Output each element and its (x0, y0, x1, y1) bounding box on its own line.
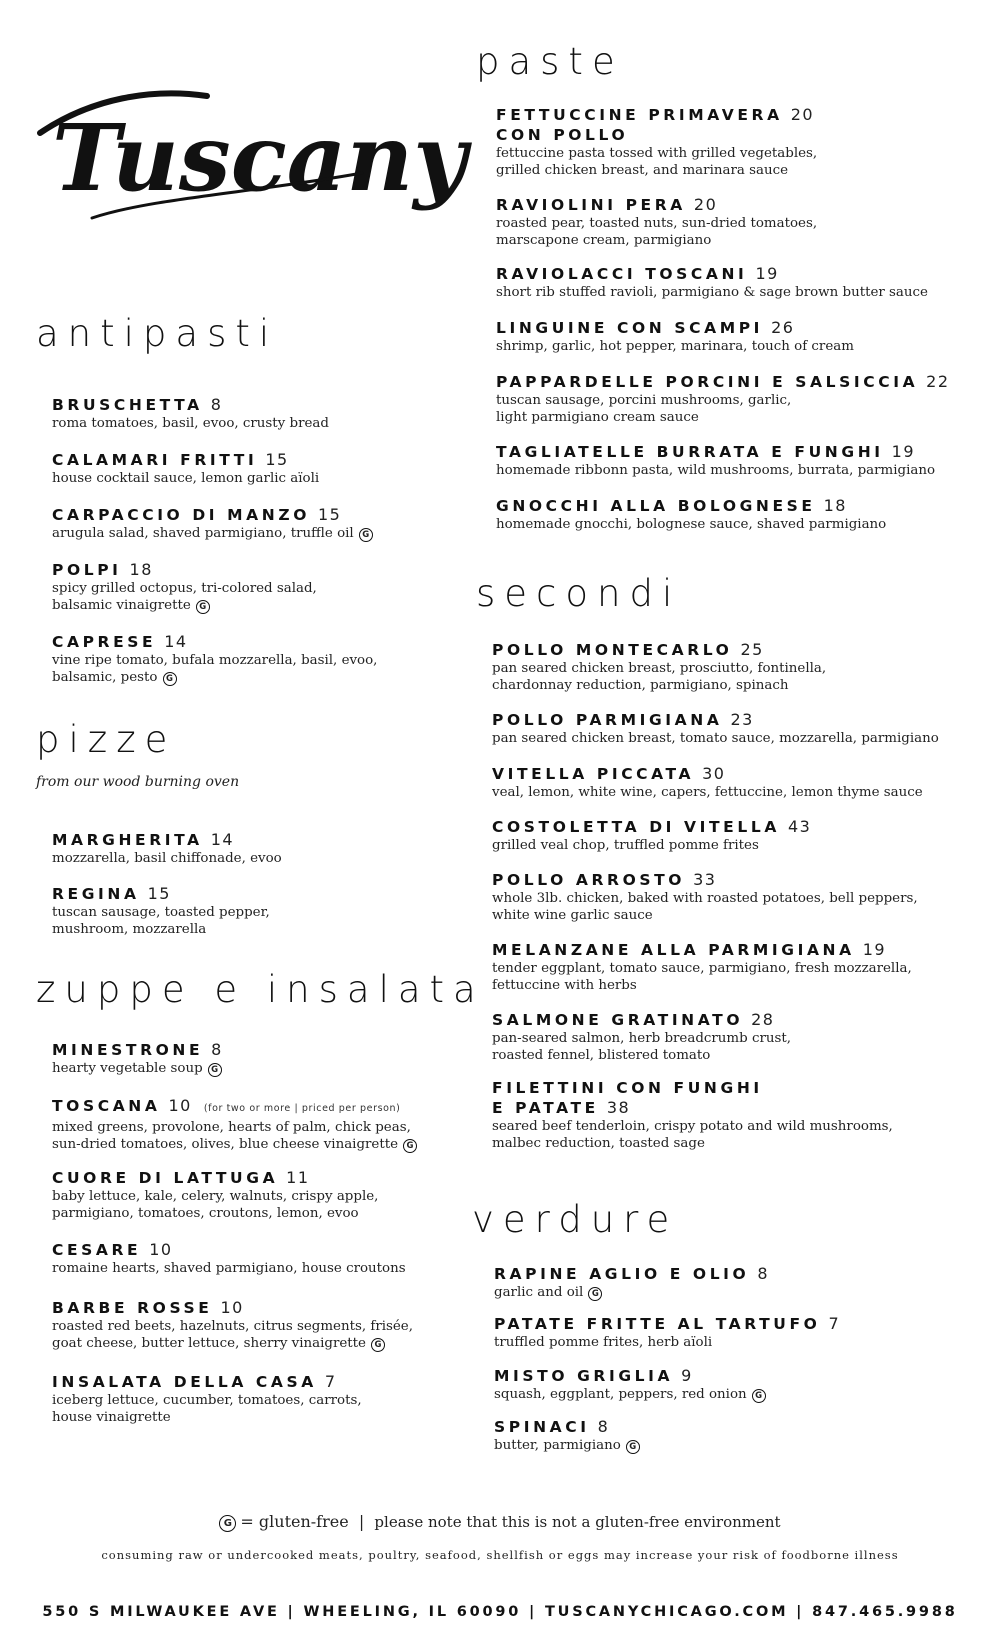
item-name-line (52, 1298, 413, 1318)
menu-item (52, 830, 282, 867)
menu-item (492, 940, 912, 994)
menu-item (494, 1417, 640, 1454)
item-price: 25 (740, 640, 764, 659)
item-description-text: homemade ribbonn pasta, wild mushrooms, burrata, parmigiano (496, 463, 936, 478)
item-description-text: homemade gnocchi, bolognese sauce, shaved parmigiano (496, 517, 887, 532)
item-description-text: garlic and oil (494, 1285, 584, 1300)
item-description (492, 907, 918, 924)
item-price: 38 (606, 1098, 631, 1117)
item-price: 11 (286, 1168, 310, 1187)
gluten-free-icon: G (208, 1063, 222, 1077)
item-description-text: arugula salad, shaved parmigiano, truffle oil (52, 526, 354, 541)
gluten-free-icon: G (219, 1515, 236, 1532)
section-title-verdure: verdure (472, 1198, 679, 1241)
logo-text: Tuscany (52, 104, 467, 212)
item-description-text: tender eggplant, tomato sauce, parmigiano, fresh mozzarella, (492, 961, 912, 976)
item-price: 20 (693, 195, 718, 214)
section-title-secondi: secondi (476, 572, 682, 615)
item-price: 7 (324, 1372, 337, 1391)
gluten-free-icon: G (163, 672, 177, 686)
menu-item (52, 1040, 223, 1077)
section-title-pizze: pizze (36, 718, 177, 761)
item-name-line-2 (496, 125, 817, 145)
menu-item (52, 1298, 413, 1352)
item-description-text: light parmigiano cream sauce (496, 410, 699, 425)
item-description-text: house vinaigrette (52, 1410, 171, 1425)
pizze-subtitle: from our wood burning oven (36, 774, 240, 790)
item-price: 20 (790, 105, 815, 124)
item-description (492, 660, 826, 677)
menu-item (52, 450, 319, 487)
menu-item (52, 505, 373, 542)
item-description-text: pan seared chicken breast, tomato sauce, mozzarella, parmigiano (492, 731, 939, 746)
item-description (492, 1135, 893, 1152)
item-description-text: fettuccine with herbs (492, 978, 637, 993)
item-description (52, 1205, 378, 1222)
item-price: 10 (220, 1298, 244, 1317)
item-description (52, 1188, 378, 1205)
item-description (52, 1335, 413, 1352)
gluten-free-legend (0, 1512, 1000, 1532)
item-price: 19 (755, 264, 779, 283)
item-description (52, 1409, 362, 1426)
item-price: 14 (210, 830, 235, 849)
item-name: MARGHERITA (52, 831, 203, 849)
item-description-text: truffled pomme frites, herb aïoli (494, 1335, 713, 1350)
item-price: 22 (926, 372, 950, 391)
item-description (52, 1136, 417, 1153)
food-safety-warning: consuming raw or undercooked meats, poultry, seafood, shellfish or eggs may increase your risk of foodborne illness (101, 1548, 899, 1562)
item-name-line (496, 496, 886, 516)
item-name: MINESTRONE (52, 1041, 204, 1059)
item-description-text: grilled chicken breast, and marinara sauce (496, 163, 788, 178)
item-description (496, 215, 817, 232)
item-description (494, 1386, 766, 1403)
item-description-text: seared beef tenderloin, crispy potato and wild mushrooms, (492, 1119, 893, 1134)
item-name-line (496, 442, 935, 462)
item-description (494, 1284, 769, 1301)
item-description (492, 960, 912, 977)
item-description-text: house cocktail sauce, lemon garlic aïoli (52, 471, 320, 486)
item-description (52, 1260, 406, 1277)
item-price: 7 (828, 1314, 841, 1333)
gluten-free-icon: G (588, 1287, 602, 1301)
item-name-line (52, 395, 329, 415)
item-name: PATATE FRITTE AL TARTUFO (494, 1315, 821, 1333)
item-description (52, 1060, 223, 1077)
gluten-free-icon: G (196, 600, 210, 614)
item-name: POLLO ARROSTO (492, 871, 686, 889)
item-description-text: spicy grilled octopus, tri-colored salad, (52, 581, 317, 596)
menu-item (492, 1010, 791, 1064)
menu-item (492, 817, 811, 854)
item-price: 14 (164, 632, 188, 651)
item-note: (for two or more | priced per person) (203, 1103, 401, 1114)
legend-separator: | (358, 1512, 365, 1531)
item-description-text: shrimp, garlic, hot pepper, marinara, touch of cream (496, 339, 854, 354)
menu-item (52, 1168, 378, 1222)
menu-item (494, 1264, 769, 1301)
item-name-line (492, 1010, 791, 1030)
item-description (494, 1334, 840, 1351)
item-name: PAPPARDELLE PORCINI E SALSICCIA (496, 373, 919, 391)
menu-item (496, 442, 935, 479)
menu-item (52, 560, 317, 614)
item-name: MELANZANE ALLA PARMIGIANA (492, 941, 855, 959)
item-name-line (492, 710, 939, 730)
item-price: 8 (757, 1264, 770, 1283)
item-description (492, 730, 939, 747)
item-name: POLLO MONTECARLO (492, 641, 733, 659)
item-description-text: grilled veal chop, truffled pomme frites (492, 838, 759, 853)
tuscany-logo (32, 78, 467, 228)
menu-item (496, 318, 854, 355)
gluten-free-icon: G (403, 1139, 417, 1153)
item-name: CUORE DI LATTUGA (52, 1169, 279, 1187)
item-name-line (496, 318, 854, 338)
gluten-free-icon: G (359, 528, 373, 542)
item-description-text: sun-dried tomatoes, olives, blue cheese vinaigrette (52, 1137, 399, 1152)
item-name: FILETTINI CON FUNGHI (492, 1079, 763, 1097)
item-name: GNOCCHI ALLA BOLOGNESE (496, 497, 816, 515)
section-title-zuppe: zuppe e insalata (36, 968, 485, 1011)
item-price: 19 (891, 442, 915, 461)
item-description (496, 516, 886, 533)
item-name: TAGLIATELLE BURRATA E FUNGHI (496, 443, 884, 461)
item-description-text: parmigiano, tomatoes, croutons, lemon, evoo (52, 1206, 359, 1221)
item-description (52, 1392, 362, 1409)
item-price: 8 (597, 1417, 610, 1436)
item-description (492, 837, 811, 854)
contact-footer: 550 S MILWAUKEE AVE | WHEELING, IL 60090 | TUSCANYCHICAGO.COM | 847.465.9988 (42, 1604, 958, 1620)
menu-item (492, 640, 826, 694)
item-description (492, 1030, 791, 1047)
item-name: SPINACI (494, 1418, 590, 1436)
item-price: 23 (730, 710, 754, 729)
item-name: REGINA (52, 885, 140, 903)
item-description (492, 677, 826, 694)
item-price: 15 (147, 884, 171, 903)
menu-item (52, 1372, 362, 1426)
item-description (52, 1119, 417, 1136)
item-name-line (494, 1314, 840, 1334)
item-price: 15 (317, 505, 342, 524)
item-name-line (496, 195, 817, 215)
item-name: RAPINE AGLIO E OLIO (494, 1265, 750, 1283)
menu-item (492, 1078, 893, 1152)
item-description-text: butter, parmigiano (494, 1438, 621, 1453)
item-description-text: mixed greens, provolone, hearts of palm, chick peas, (52, 1120, 411, 1135)
item-name-line (52, 1372, 362, 1392)
item-price: 9 (681, 1366, 693, 1385)
menu-item (496, 496, 886, 533)
item-name: CESARE (52, 1241, 142, 1259)
item-name: CAPRESE (52, 633, 157, 651)
item-description-text: roma tomatoes, basil, evoo, crusty bread (52, 416, 329, 431)
item-description-text: baby lettuce, kale, celery, walnuts, crispy apple, (52, 1189, 379, 1204)
item-name: RAVIOLACCI TOSCANI (496, 265, 748, 283)
section-title-paste: paste (476, 40, 624, 83)
item-description (52, 904, 270, 921)
item-price: 15 (265, 450, 289, 469)
menu-item (52, 632, 377, 686)
item-description-text: roasted fennel, blistered tomato (492, 1048, 711, 1063)
item-description-text: balsamic, pesto (52, 670, 158, 685)
item-description (492, 1047, 791, 1064)
item-description-text: tuscan sausage, toasted pepper, (52, 905, 270, 920)
item-description-text: roasted red beets, hazelnuts, citrus segments, frisée, (52, 1319, 413, 1334)
menu-item (492, 764, 923, 801)
gluten-free-icon: G (626, 1440, 640, 1454)
item-description (494, 1437, 640, 1454)
item-price: 43 (787, 817, 812, 836)
item-description-text: pan-seared salmon, herb breadcrumb crust, (492, 1031, 791, 1046)
item-price: 8 (211, 1040, 223, 1059)
item-price: 18 (823, 496, 847, 515)
item-description (496, 338, 854, 355)
item-name: POLLO PARMIGIANA (492, 711, 723, 729)
item-name-line (496, 105, 817, 125)
item-name-line (494, 1366, 766, 1386)
item-name: BARBE ROSSE (52, 1299, 213, 1317)
menu-item (494, 1366, 766, 1403)
item-description-text: vine ripe tomato, bufala mozzarella, basil, evoo, (52, 653, 378, 668)
item-price: 28 (751, 1010, 775, 1029)
item-description-text: malbec reduction, toasted sage (492, 1136, 705, 1151)
item-description-text: goat cheese, butter lettuce, sherry vinaigrette (52, 1336, 366, 1351)
menu-item (492, 870, 918, 924)
item-description (496, 392, 950, 409)
item-price: 19 (862, 940, 887, 959)
item-description (496, 232, 817, 249)
item-price: 33 (693, 870, 717, 889)
item-description (492, 890, 918, 907)
item-description (52, 850, 282, 867)
item-price: 8 (210, 395, 223, 414)
item-description-text: squash, eggplant, peppers, red onion (494, 1387, 747, 1402)
item-description (52, 525, 373, 542)
item-name: INSALATA DELLA CASA (52, 1373, 317, 1391)
menu-item (496, 105, 817, 179)
item-description-text: roasted pear, toasted nuts, sun-dried tomatoes, (496, 216, 818, 231)
item-description-text: short rib stuffed ravioli, parmigiano & sage brown butter sauce (496, 285, 928, 300)
menu-item (52, 884, 270, 938)
item-description (52, 652, 377, 669)
item-name: MISTO GRIGLIA (494, 1367, 674, 1385)
item-name-line (494, 1417, 640, 1437)
item-name: COSTOLETTA DI VITELLA (492, 818, 780, 836)
item-name-line (52, 450, 319, 470)
item-price: 26 (771, 318, 795, 337)
gluten-free-note: please note that this is not a gluten-free environment (374, 1513, 781, 1531)
item-name-line (52, 505, 373, 525)
gluten-free-icon: G (371, 1338, 385, 1352)
item-name-line (496, 372, 950, 392)
item-description-text: mushroom, mozzarella (52, 922, 207, 937)
item-name-line (492, 764, 923, 784)
item-name: LINGUINE CON SCAMPI (496, 319, 764, 337)
item-description-text: whole 3lb. chicken, baked with roasted potatoes, bell peppers, (492, 891, 918, 906)
item-description (52, 415, 329, 432)
item-description (52, 470, 319, 487)
gluten-free-icon: G (752, 1389, 766, 1403)
item-name-line (492, 640, 826, 660)
item-description (492, 1118, 893, 1135)
item-name: SALMONE GRATINATO (492, 1011, 744, 1029)
item-name-line (494, 1264, 769, 1284)
item-description (496, 462, 935, 479)
item-description-text: romaine hearts, shaved parmigiano, house croutons (52, 1261, 406, 1276)
menu-item (52, 395, 329, 432)
menu-item (496, 372, 950, 426)
item-price: 10 (149, 1240, 173, 1259)
item-description (496, 162, 817, 179)
menu-item (496, 264, 928, 301)
item-name-line (492, 817, 811, 837)
item-name-line (52, 1096, 417, 1119)
item-description-text: pan seared chicken breast, prosciutto, fontinella, (492, 661, 827, 676)
item-name-line (52, 1168, 378, 1188)
menu-item (496, 195, 817, 249)
item-description (492, 784, 923, 801)
item-description (52, 921, 270, 938)
menu-item (492, 710, 939, 747)
item-description-text: chardonnay reduction, parmigiano, spinach (492, 678, 789, 693)
item-name-line (492, 870, 918, 890)
item-description-text: iceberg lettuce, cucumber, tomatoes, carrots, (52, 1393, 362, 1408)
item-price: 30 (702, 764, 726, 783)
item-description (496, 409, 950, 426)
item-name-line (496, 264, 928, 284)
item-description-text: veal, lemon, white wine, capers, fettuccine, lemon thyme sauce (492, 785, 923, 800)
item-name-line (52, 560, 317, 580)
item-description-text: mozzarella, basil chiffonade, evoo (52, 851, 282, 866)
item-description-text: hearty vegetable soup (52, 1061, 203, 1076)
section-title-antipasti: antipasti (36, 312, 279, 355)
item-description-text: balsamic vinaigrette (52, 598, 191, 613)
item-name-line (492, 1078, 893, 1098)
gluten-free-label: = gluten-free (240, 1512, 349, 1531)
item-description-text: fettuccine pasta tossed with grilled vegetables, (496, 146, 818, 161)
item-description (52, 580, 317, 597)
item-description (496, 145, 817, 162)
item-price: 10 (168, 1096, 192, 1115)
item-name: CALAMARI FRITTI (52, 451, 258, 469)
item-name: CARPACCIO DI MANZO (52, 506, 310, 524)
item-name-line (52, 1240, 406, 1260)
menu-item (494, 1314, 840, 1351)
item-description (52, 669, 377, 686)
item-name-line (492, 940, 912, 960)
item-price: 18 (129, 560, 153, 579)
item-name-continued: CON POLLO (496, 126, 629, 144)
item-name: FETTUCCINE PRIMAVERA (496, 106, 783, 124)
item-name: TOSCANA (52, 1097, 161, 1115)
item-description-text: marscapone cream, parmigiano (496, 233, 712, 248)
item-name-continued: E PATATE (492, 1099, 599, 1117)
item-name-line (52, 1040, 223, 1060)
item-name-line (52, 632, 377, 652)
menu-item (52, 1240, 406, 1277)
item-description (52, 597, 317, 614)
item-description (496, 284, 928, 301)
item-description-text: tuscan sausage, porcini mushrooms, garlic, (496, 393, 792, 408)
item-name-line (52, 830, 282, 850)
item-name-line (52, 884, 270, 904)
item-name: POLPI (52, 561, 122, 579)
item-name: VITELLA PICCATA (492, 765, 695, 783)
item-name: RAVIOLINI PERA (496, 196, 686, 214)
item-name-line-2 (492, 1098, 893, 1118)
item-description-text: white wine garlic sauce (492, 908, 653, 923)
menu-item (52, 1096, 417, 1153)
item-description (52, 1318, 413, 1335)
item-name: BRUSCHETTA (52, 396, 203, 414)
item-description (492, 977, 912, 994)
